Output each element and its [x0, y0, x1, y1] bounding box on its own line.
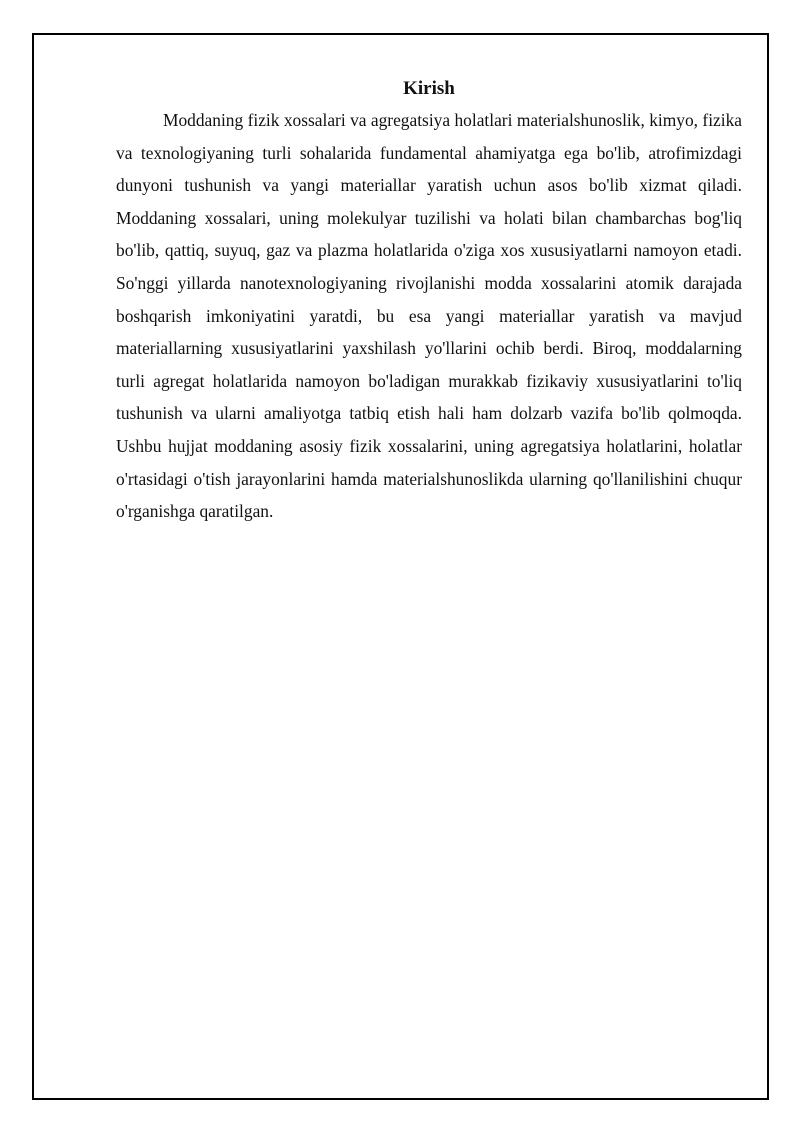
intro-paragraph: Moddaning fizik xossalari va agregatsiya holatlari materialshunoslik, kimyo, fizika va texnologiyaning turli sohalarida fundamental ahamiyatga ega bo'lib, atrofimizdagi dunyoni tushunish va yangi materiallar yaratish uchun asos bo'lib xizmat qiladi. Moddaning xossalari, uning molekulyar tuzilishi va holati bilan chambarchas bog'liq bo'lib, qattiq, suyuq, gaz va plazma holatlarida o'ziga xos xususiyatlarni namoyon etadi. So'nggi yillarda nanotexnologiyaning rivojlanishi modda xossalarini atomik darajada boshqarish imkoniyatini yaratdi, bu esa yangi materiallar yaratish va mavjud materiallarning xususiyatlarini yaxshilash yo'llarini ochib berdi. Biroq, moddalarning turli agregat holatlarida namoyon bo'ladigan murakkab fizikaviy xususiyatlarini to'liq tushunish va ularni amaliyotga tatbiq etish hali ham dolzarb vazifa bo'lib qolmoqda. Ushbu hujjat moddaning asosiy fizik xossalarini, uning agregatsiya holatlarini, holatlar o'rtasidagi o'tish jarayonlarini hamda materialshunoslikda ularning qo'llanilishini chuqur o'rganishga qaratilgan. [116, 110, 742, 522]
document-body [116, 74, 742, 528]
document-title: Kirish [403, 78, 455, 99]
